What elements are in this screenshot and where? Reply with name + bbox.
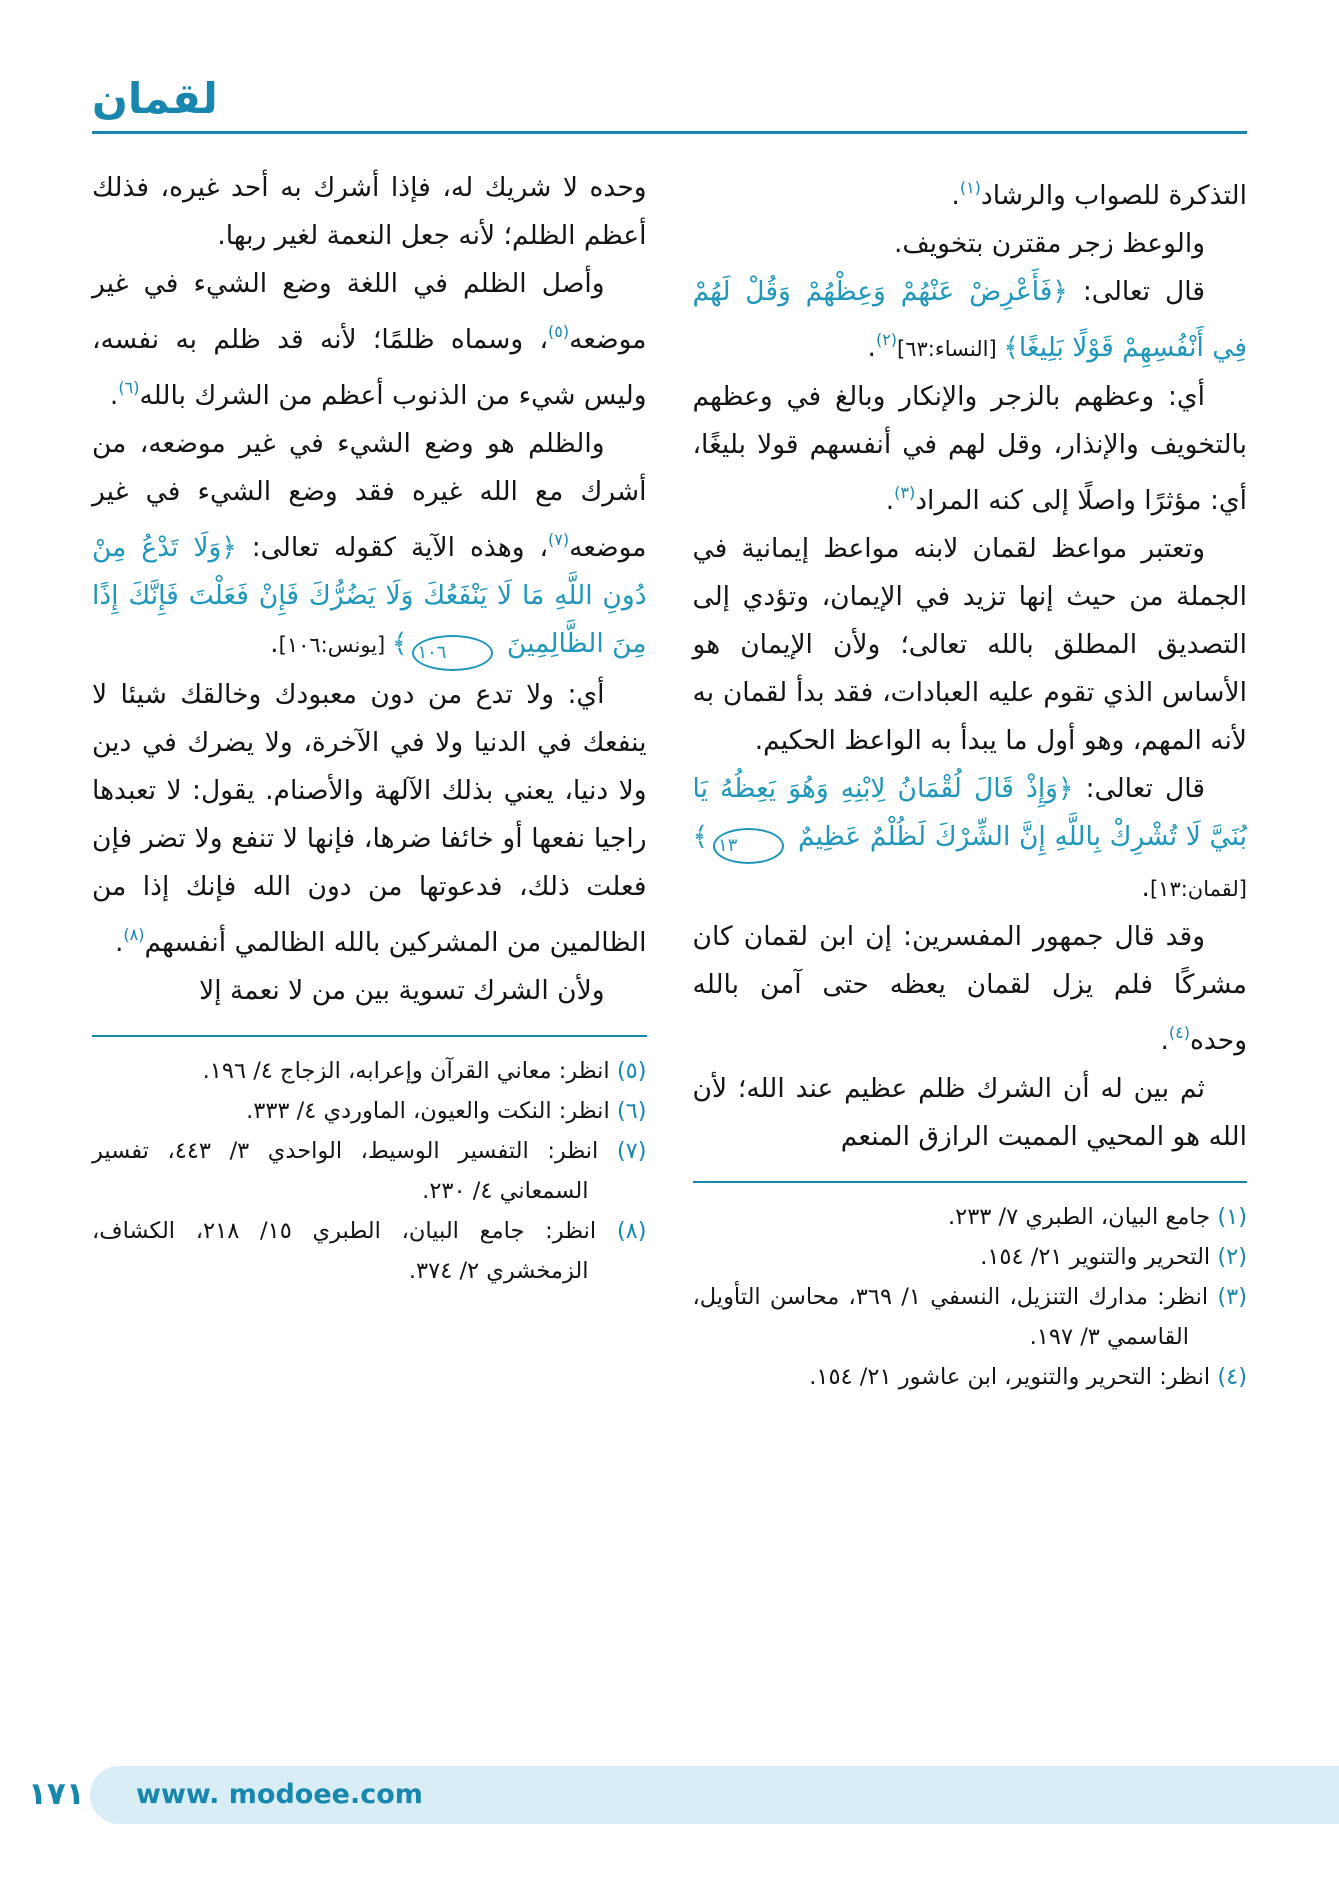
body-text: والوعظ زجر مقترن بتخويف. bbox=[893, 228, 1205, 259]
body-text: ولأن الشرك تسوية بين من لا نعمة إلا bbox=[199, 975, 605, 1006]
body-text: قال تعالى: bbox=[1067, 276, 1205, 307]
footnote bbox=[92, 1211, 647, 1291]
footnote-number: (٢) bbox=[1217, 1244, 1247, 1270]
page-number: ١٧١ bbox=[28, 1776, 85, 1812]
ayah-number: ١٠٦ bbox=[412, 635, 493, 671]
footnote-ref-marker: (٧) bbox=[548, 530, 570, 549]
left-column bbox=[92, 164, 647, 1291]
footnote-text: انظر: التفسير الوسيط، الواحدي ٣/ ٤٤٣، تفسير السمعاني ٤/ ٢٣٠. bbox=[92, 1138, 617, 1204]
body-text: . bbox=[270, 628, 279, 659]
body-text: . bbox=[1141, 872, 1150, 903]
footnote-ref-marker: (٣) bbox=[894, 483, 916, 502]
footnote-number: (٥) bbox=[616, 1058, 647, 1084]
footnote bbox=[693, 1237, 1248, 1277]
paragraph bbox=[693, 373, 1248, 525]
body-text: أي: ولا تدع من دون معبودك وخالقك شيئا لا ينفعك في الدنيا ولا في الآخرة، ولا يضرك في دين ولا دنيا، يعني بذلك الآلهة والأصنام. يقول: لا تعبدها راجيا نفعها أو خائفا ضرها، فإنها لا تنفع ولا تضر فإن فعلت ذلك، فدعوتها من دون الله فإنك إذا من الظالمين من المشركين بالله الظالمي أنفسهم bbox=[92, 679, 647, 958]
page-header bbox=[92, 74, 1247, 134]
paragraph bbox=[693, 164, 1248, 220]
verse-citation: [يونس:١٠٦] bbox=[278, 633, 392, 657]
website-url: www. modoee.com bbox=[136, 1779, 423, 1810]
body-text: . bbox=[109, 380, 119, 411]
footnote bbox=[693, 1357, 1248, 1397]
content-columns bbox=[0, 134, 1339, 1397]
right-column-text bbox=[693, 164, 1248, 1161]
footnote-text: جامع البيان، الطبري ٧/ ٢٣٣. bbox=[947, 1204, 1218, 1230]
footnote-ref-marker: (٢) bbox=[875, 330, 898, 349]
paragraph bbox=[92, 420, 647, 671]
body-text: ، وسماه ظلمًا؛ لأنه قد ظلم به نفسه، وليس شيء من الذنوب أعظم من الشرك بالله bbox=[92, 324, 647, 411]
body-text: . bbox=[1160, 1025, 1169, 1056]
paragraph bbox=[693, 268, 1248, 373]
ayah-number: ١٣ bbox=[713, 828, 784, 864]
footnote-number: (٣) bbox=[1217, 1284, 1247, 1310]
paragraph bbox=[92, 671, 647, 967]
footnote-number: (٨) bbox=[616, 1218, 647, 1244]
verse-citation: [النساء:٦٣] bbox=[897, 337, 1004, 361]
right-column-footnotes bbox=[693, 1197, 1248, 1397]
body-text: ثم بين له أن الشرك ظلم عظيم عند الله؛ لأن الله هو المحيي المميت الرازق المنعم bbox=[692, 1073, 1247, 1152]
body-text: . bbox=[885, 485, 895, 516]
body-text: وتعتبر مواعظ لقمان لابنه مواعظ إيمانية في الجملة من حيث إنها تزيد في الإيمان، وتؤدي إلى التصديق المطلق بالله تعالى؛ ولأن الإيمان هو الأساس الذي تقوم عليه العبادات، فقد بدأ لقمان به لأنه المهم، وهو أول ما يبدأ به الواعظ الحكيم. bbox=[692, 533, 1247, 756]
footnote-number: (٤) bbox=[1217, 1364, 1247, 1390]
paragraph bbox=[92, 260, 647, 420]
footnote-ref-marker: (٥) bbox=[548, 322, 570, 341]
footnote bbox=[693, 1277, 1248, 1357]
page-footer bbox=[0, 1766, 1339, 1824]
quran-verse: ﴿فَأَعْرِضْ عَنْهُمْ وَعِظْهُمْ وَقُلْ لَهُمْ فِي أَنْفُسِهِمْ قَوْلًا بَلِيغًا﴾ bbox=[692, 276, 1247, 363]
quran-verse: ﴾ bbox=[391, 628, 408, 659]
body-text: وقد قال جمهور المفسرين: إن ابن لقمان كان مشركًا فلم يزل لقمان يعظه حتى آمن بالله وحده bbox=[692, 921, 1247, 1056]
footnote-number: (١) bbox=[1217, 1204, 1247, 1230]
paragraph bbox=[693, 220, 1248, 268]
body-text: . bbox=[867, 332, 876, 363]
footnote bbox=[92, 1051, 647, 1091]
footnote-separator bbox=[92, 1035, 647, 1037]
paragraph bbox=[693, 913, 1248, 1065]
footer-bar bbox=[90, 1766, 1339, 1824]
body-text: قال تعالى: bbox=[1073, 773, 1205, 804]
body-text: . bbox=[114, 927, 124, 958]
body-text: . bbox=[951, 180, 960, 211]
surah-title: لقمان bbox=[92, 74, 218, 123]
paragraph bbox=[92, 967, 647, 1015]
footnote-number: (٦) bbox=[616, 1098, 647, 1124]
footnote bbox=[92, 1091, 647, 1131]
footnote-ref-marker: (٦) bbox=[118, 378, 140, 397]
footnote-text: انظر: مدارك التنزيل، النسفي ١/ ٣٦٩، محاسن التأويل، القاسمي ٣/ ١٩٧. bbox=[692, 1284, 1218, 1350]
footnote-separator bbox=[693, 1181, 1248, 1183]
body-text: وحده لا شريك له، فإذا أشرك به أحد غيره، فذلك أعظم الظلم؛ لأنه جعل النعمة لغير ربها. bbox=[92, 172, 647, 251]
right-column bbox=[693, 164, 1248, 1397]
quran-verse: ﴿وَلَا تَدْعُ مِنْ دُونِ اللَّهِ مَا لَا يَنْفَعُكَ وَلَا يَضُرُّكَ فَإِنْ فَعَلْتَ فَإِنَّكَ إِذًا مِنَ الظَّالِمِينَ bbox=[92, 532, 647, 659]
body-text: التذكرة للصواب والرشاد bbox=[980, 180, 1247, 211]
body-text: وأصل الظلم في اللغة وضع الشيء في غير موضعه bbox=[92, 268, 647, 355]
footnote-number: (٧) bbox=[616, 1138, 647, 1164]
body-text: ، وهذه الآية كقوله تعالى: bbox=[236, 532, 549, 563]
paragraph bbox=[693, 525, 1248, 765]
left-column-text bbox=[92, 164, 647, 1015]
footnote-ref-marker: (٤) bbox=[1168, 1023, 1191, 1042]
footnote-text: انظر: النكت والعيون، الماوردي ٤/ ٣٣٣. bbox=[246, 1098, 617, 1124]
footnote-text: انظر: معاني القرآن وإعرابه، الزجاج ٤/ ١٩٦. bbox=[202, 1058, 617, 1084]
verse-citation: [لقمان:١٣] bbox=[1149, 877, 1247, 901]
quran-verse: ﴿وَإِذْ قَالَ لُقْمَانُ لِابْنِهِ وَهُوَ يَعِظُهُ يَا بُنَيَّ لَا تُشْرِكْ بِاللَّهِ إِنَّ الشِّرْكَ لَظُلْمٌ عَظِيمٌ bbox=[692, 773, 1247, 852]
footnote bbox=[92, 1131, 647, 1211]
footnote bbox=[693, 1197, 1248, 1237]
left-column-footnotes bbox=[92, 1051, 647, 1291]
quran-verse: ﴾ bbox=[692, 821, 709, 852]
footnote-ref-marker: (٨) bbox=[123, 925, 145, 944]
footnote-ref-marker: (١) bbox=[959, 178, 981, 197]
body-text: والظلم هو وضع الشيء في غير موضعه، من أشرك مع الله غيره فقد وضع الشيء في غير موضعه bbox=[92, 428, 647, 563]
paragraph bbox=[693, 765, 1248, 913]
footnote-text: التحرير والتنوير ٢١/ ١٥٤. bbox=[980, 1244, 1218, 1270]
paragraph bbox=[693, 1065, 1248, 1161]
paragraph bbox=[92, 164, 647, 260]
footnote-text: انظر: جامع البيان، الطبري ١٥/ ٢١٨، الكشاف، الزمخشري ٢/ ٣٧٤. bbox=[92, 1218, 617, 1284]
footnote-text: انظر: التحرير والتنوير، ابن عاشور ٢١/ ١٥٤. bbox=[809, 1364, 1218, 1390]
body-text: أي: وعظهم بالزجر والإنكار وبالغ في وعظهم بالتخويف والإنذار، وقل لهم في أنفسهم قولا بليغًا، أي: مؤثرًا واصلًا إلى كنه المراد bbox=[692, 381, 1247, 516]
